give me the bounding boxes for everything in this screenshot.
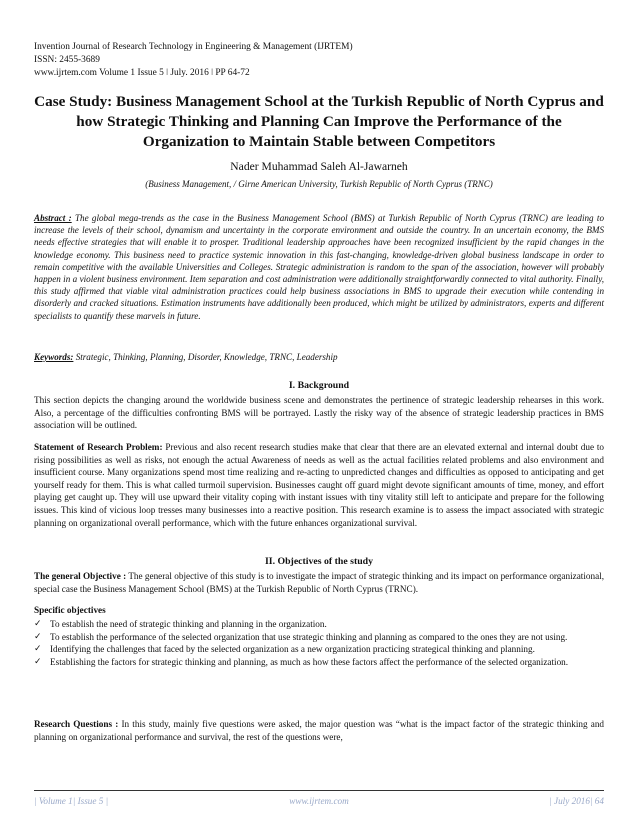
research-questions-text: In this study, mainly five questions were asked, the major question was “what is the impact factor of the strategic thinking and planning on organizational performance and survival, the rest of the questions were,: [34, 719, 605, 742]
journal-header: [34, 41, 353, 80]
keywords: [34, 352, 604, 362]
objective-item: [34, 643, 604, 656]
objective-text: Establishing the factors for strategic thinking and planning, as much as how these factors affect the performance of the selected organization.: [50, 656, 569, 667]
research-problem-text: Previous and also recent research studies make that clear that there are an elevated external and internal doubt due to rising possibilities as well as risks, not enough the actual Awareness of needs as well as the actual facilities related problems and also environment and insufficient course. Many organizations spend most time realizing and re-acting to unpredicted changes and difficulties as opposed to anticipating and get yourself ready for them. This is what called turmoil supervision. Businesses caught off guard might devote significant amounts of time, money, and effort playing get caught up. They will use upward their vitality coping with instant issues with tiny vitality still left to anticipate and prepare for the following issues. This kind of vicious loop tresses many businesses into a reactive position. This research examine is to assess the impact associated with strategic planning on organizational overall performance, which with the future enhances organizational survival.: [34, 442, 605, 528]
objective-text: Identifying the challenges that faced by the selected organization as a new organization practicing strategical thinking and planning.: [50, 644, 535, 655]
objectives-list: [34, 618, 604, 668]
abstract-label: Abstract :: [34, 213, 72, 223]
paper-title: Case Study: Business Management School at the Turkish Republic of North Cyprus and how Strategic Thinking and Planning Can Improve the Performance of the Organization to Maintain Stable between Competitors: [34, 93, 604, 150]
author-name: Nader Muhammad Saleh Al-Jawarneh: [230, 160, 408, 173]
general-objective-paragraph: [34, 570, 604, 595]
keywords-label: Keywords:: [34, 352, 74, 362]
specific-objectives-heading: Specific objectives: [34, 605, 106, 615]
objective-item: [34, 618, 604, 631]
abstract-text: The global mega-trends as the case in the Business Management School (BMS) at Turkish Republic of North Cyprus (TRNC) are leading to increase the levels of their school, dynamism and uncertainty in the corporate environment and outside the country. In an uncertain economy, the BMS needs effective strategies that will enable it to prosper. Traditional leadership approaches have been recognized insufficient by the rapid changes in the knowledge economy. This business need to practice systemic innovation in this fast-changing, knowledge-driven global business landscape in order to remain competitive with the available Universities and Colleges. Strategic administration is random to the span of the association, however will probably happen in a violent business environment. Item separation and cost administration were additionally straightforwardly connected to vital authority. Finally, this study affirmed that viable vital administration practices could help business associations in BMS to upgrade their execution while contending in disorderly and cracked situations. Estimation instruments have additionally been produced, which might be utilized by administrators, experts and different specialists to quantify these marvels in future.: [34, 213, 604, 321]
checkmark-icon: ✓: [34, 619, 42, 629]
objective-text: To establish the performance of the selected organization that use strategic thinking and planning as compared to the ones they are not using.: [50, 631, 568, 642]
objective-item: [34, 656, 604, 669]
footer-divider: [34, 790, 604, 791]
author-affiliation: (Business Management, / Girne American University, Turkish Republic of North Cyprus (TRNC): [145, 179, 493, 189]
research-problem-label: Statement of Research Problem:: [34, 442, 163, 452]
general-objective-text: The general objective of this study is to investigate the impact of strategic thinking and its impact on performance organizational, special case the Business Management School (BMS) at the Turkish Republic of North Cyprus (TRNC).: [34, 571, 604, 594]
research-questions-label: Research Questions :: [34, 719, 119, 729]
general-objective-label: The general Objective :: [34, 571, 127, 581]
section-heading-background: I. Background: [288, 380, 350, 391]
abstract: [34, 212, 604, 322]
background-paragraph: This section depicts the changing around the worldwide business scene and demonstrates the pertinence of strategic leadership rehearses in this work. Also, a percentage of the difficulties confronting BMS will be portrayed. Lastly the risky way of the absence of strategic leadership practices in BMS association will be outlined.: [34, 395, 604, 431]
footer-volume: | Volume 1| Issue 5 |: [34, 796, 109, 806]
footer-date-page: | July 2016| 64: [549, 796, 604, 806]
keywords-text: Strategic, Thinking, Planning, Disorder, Knowledge, TRNC, Leadership: [75, 352, 338, 362]
section-heading-objectives: II. Objectives of the study: [264, 556, 374, 567]
checkmark-icon: ✓: [34, 631, 42, 642]
objective-item: [34, 631, 604, 644]
checkmark-icon: ✓: [34, 644, 42, 655]
objective-text: To establish the need of strategic thinking and planning in the organization.: [50, 619, 327, 629]
research-questions-paragraph: [34, 718, 604, 743]
footer-website: www.ijrtem.com: [289, 796, 349, 806]
journal-meta: www.ijrtem.com Volume 1 Issue 5 ǀ July. 2016 ǀ PP 64-72: [34, 68, 250, 78]
research-problem-paragraph: [34, 441, 604, 529]
journal-issn: ISSN: 2455-3689: [34, 55, 100, 65]
journal-name: Invention Journal of Research Technology in Engineering & Management (IJRTEM): [34, 42, 353, 52]
checkmark-icon: ✓: [34, 656, 42, 667]
